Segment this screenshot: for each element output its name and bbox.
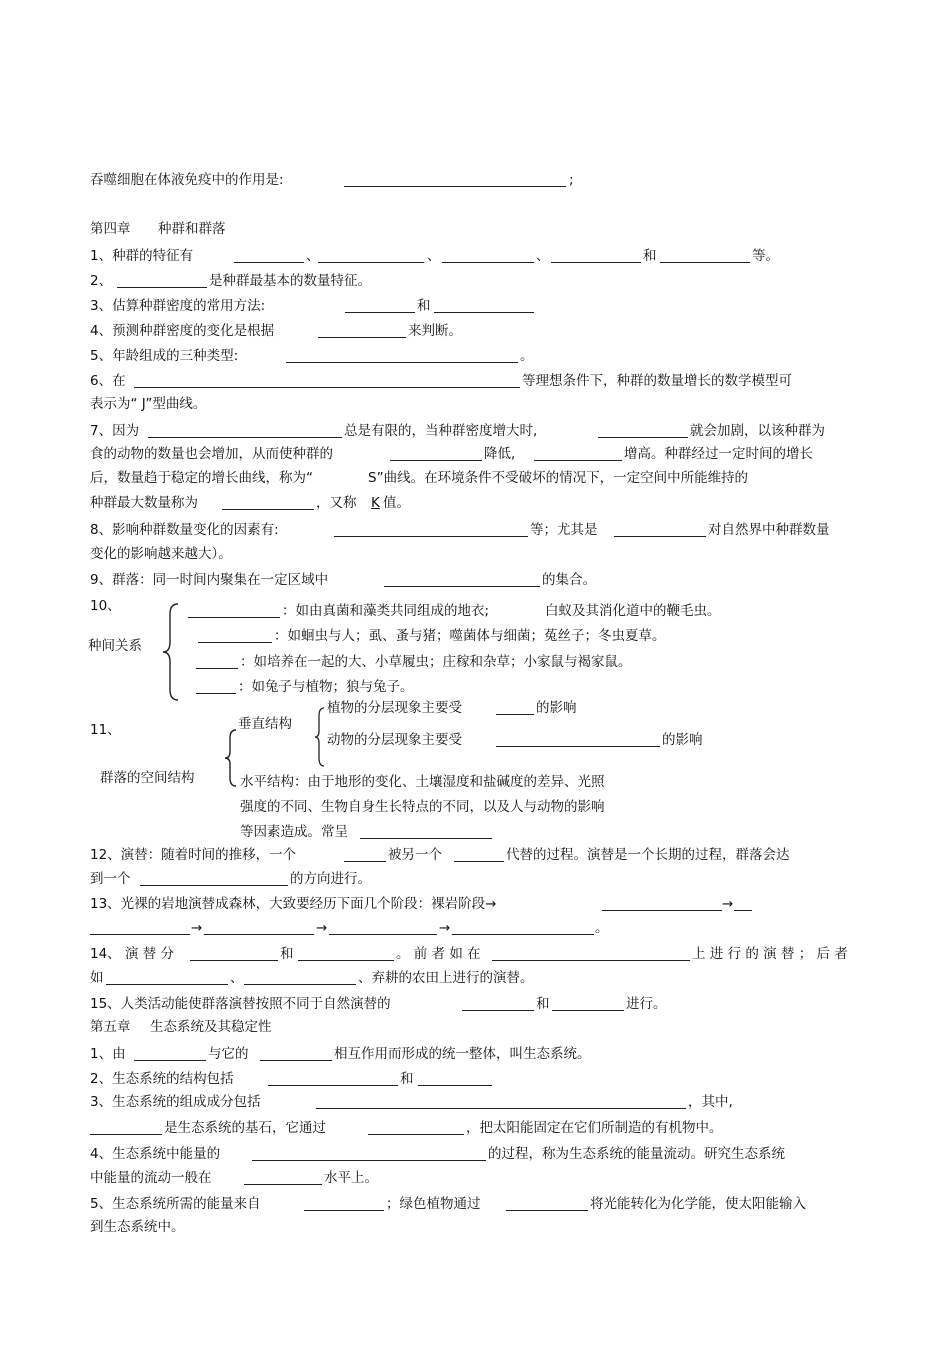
q-text: 白蚁及其消化道中的鞭毛虫。 <box>545 603 721 619</box>
answer-blank[interactable] <box>134 387 520 388</box>
answer-blank[interactable] <box>188 617 280 618</box>
answer-blank[interactable] <box>244 1184 322 1185</box>
answer-blank[interactable] <box>316 1108 686 1109</box>
q-text: 到生态系统中。 <box>90 1219 185 1235</box>
q-text: 水平结构：由于地形的变化、土壤湿度和盐碱度的差异、光照 <box>240 774 605 790</box>
answer-blank[interactable] <box>304 1210 384 1211</box>
q4-5-text: 5、年龄组成的三种类型: <box>90 348 239 364</box>
q5-1-text: 1、由 <box>90 1046 126 1062</box>
q-text: 变化的影响越来越大）。 <box>90 546 232 562</box>
answer-blank[interactable] <box>196 668 238 669</box>
brace-icon <box>313 706 327 768</box>
q-text: 值。 <box>383 495 410 511</box>
q-text: 上 进 行 的 演 替 ； 后 者 <box>692 946 848 962</box>
q-text: 等理想条件下，种群的数量增长的数学模型可 <box>522 373 792 389</box>
answer-blank[interactable] <box>318 262 424 263</box>
q-text: S”曲线。在环境条件不受破坏的情况下，一定空间中所能维持的 <box>368 470 749 486</box>
answer-blank[interactable] <box>90 1134 162 1135</box>
q-text: ，又称 <box>316 495 357 511</box>
punct: 。 <box>595 920 609 936</box>
q-text: ；绿色植物通过 <box>386 1196 481 1212</box>
chapter5-subtitle: 生态系统及其稳定性 <box>150 1019 272 1035</box>
answer-blank[interactable] <box>106 984 228 985</box>
q-text: 如 <box>90 970 104 986</box>
q-text: 是种群最基本的数量特征。 <box>209 273 371 289</box>
answer-blank[interactable] <box>298 960 394 961</box>
answer-blank[interactable] <box>496 746 660 747</box>
arrow-icon: → <box>191 920 203 936</box>
answer-blank[interactable] <box>244 984 356 985</box>
q-text: 是生态系统的基石，它通过 <box>164 1120 326 1136</box>
answer-blank[interactable] <box>384 586 540 587</box>
q-text: 降低, <box>484 446 516 462</box>
answer-blank[interactable] <box>434 312 534 313</box>
brace-icon <box>223 728 239 788</box>
q-text: 的影响 <box>662 732 703 748</box>
answer-blank[interactable] <box>252 1160 486 1161</box>
answer-blank[interactable] <box>598 437 688 438</box>
answer-blank[interactable] <box>345 312 415 313</box>
answer-blank[interactable] <box>602 910 722 911</box>
punct: 。 <box>520 348 534 364</box>
chapter4-title: 第四章 <box>90 221 131 237</box>
q-text: 被另一个 <box>388 847 442 863</box>
answer-blank[interactable] <box>329 934 437 935</box>
conj: 和 <box>417 298 431 314</box>
q-text: 后，数量趋于稳定的增长曲线，称为“ <box>90 470 313 486</box>
punct: 、 <box>306 248 320 264</box>
arrow-icon: → <box>722 896 734 912</box>
q4-7-text: 7、因为 <box>90 423 140 439</box>
answer-blank[interactable] <box>198 642 272 643</box>
conj: 和 <box>536 996 550 1012</box>
brace-icon <box>160 602 182 702</box>
answer-blank[interactable] <box>534 460 622 461</box>
q-text: 来判断。 <box>408 323 462 339</box>
arrow-icon: → <box>439 920 451 936</box>
q-text: ：如培养在一起的大、小草履虫；庄稼和杂草；小家鼠与褐家鼠。 <box>240 654 632 670</box>
answer-blank[interactable] <box>552 1010 624 1011</box>
answer-blank[interactable] <box>286 362 518 363</box>
answer-blank[interactable] <box>660 262 750 263</box>
q-text: 表示为“ J”型曲线。 <box>90 396 207 412</box>
q-text: 动物的分层现象主要受 <box>327 732 462 748</box>
answer-blank[interactable] <box>318 337 406 338</box>
q-text: 相互作用而形成的统一整体，叫生态系统。 <box>334 1046 591 1062</box>
answer-blank[interactable] <box>344 861 386 862</box>
immune-phagocyte-line: 吞噬细胞在体液免疫中的作用是: <box>90 172 284 188</box>
q-text: 就会加剧，以该种群为 <box>690 423 825 439</box>
answer-blank[interactable] <box>360 838 492 839</box>
answer-blank[interactable] <box>614 536 706 537</box>
q4-14-text: 14、 演 替 分 <box>90 946 175 962</box>
arrow-icon: → <box>316 920 328 936</box>
q-text: 的方向进行。 <box>290 871 371 887</box>
answer-blank[interactable] <box>551 262 641 263</box>
punct: ; <box>569 172 574 188</box>
answer-blank[interactable] <box>452 934 594 935</box>
q-text: ：如兔子与植物；狼与兔子。 <box>238 679 414 695</box>
answer-blank[interactable] <box>148 437 342 438</box>
q-text: 增高。种群经过一定时间的增长 <box>624 446 813 462</box>
community-structure-label: 群落的空间结构 <box>100 770 195 786</box>
q4-2-text: 2、 <box>90 273 113 289</box>
q-text: 。 前 者 如 在 <box>396 946 481 962</box>
interspecific-label: 种间关系 <box>88 638 142 654</box>
answer-blank[interactable] <box>117 287 207 288</box>
q4-4-text: 4、预测种群密度的变化是根据 <box>90 323 275 339</box>
punct: 、 <box>427 248 441 264</box>
answer-blank[interactable] <box>506 1210 588 1211</box>
answer-blank[interactable] <box>390 460 482 461</box>
q5-5-text: 5、生态系统所需的能量来自 <box>90 1196 261 1212</box>
answer-blank[interactable] <box>492 960 690 961</box>
q4-15-text: 15、人类活动能使群落演替按照不同于自然演替的 <box>90 996 391 1012</box>
q-text: ：如由真菌和藻类共同组成的地衣; <box>282 603 490 619</box>
answer-blank[interactable] <box>442 262 534 263</box>
answer-blank[interactable] <box>344 186 566 187</box>
q-text: 将光能转化为化学能，使太阳能输入 <box>590 1196 806 1212</box>
answer-blank[interactable] <box>234 262 304 263</box>
q-text: ，把太阳能固定在它们所制造的有机物中。 <box>466 1120 723 1136</box>
answer-blank[interactable] <box>134 1060 206 1061</box>
q4-11-number: 11、 <box>90 722 121 738</box>
q4-10-number: 10、 <box>90 598 121 614</box>
q4-8-text: 8、影响种群数量变化的因素有: <box>90 522 279 538</box>
q5-4-text: 4、生态系统中能量的 <box>90 1146 221 1162</box>
q4-13-text: 13、光裸的岩地演替成森林，大致要经历下面几个阶段：裸岩阶段→ <box>90 896 497 912</box>
q-text: 植物的分层现象主要受 <box>327 700 462 716</box>
answer-blank[interactable] <box>90 934 190 935</box>
q-text: 总是有限的，当种群密度增大时, <box>344 423 538 439</box>
q-text: 、弃耕的农田上进行的演替。 <box>358 970 534 986</box>
answer-blank[interactable] <box>496 714 534 715</box>
chapter5-title: 第五章 <box>90 1019 131 1035</box>
conj: 和 <box>643 248 657 264</box>
punct: 、 <box>536 248 550 264</box>
q-text: 中能量的流动一般在 <box>90 1170 212 1186</box>
answer-blank[interactable] <box>734 910 752 911</box>
q-text: 的集合。 <box>542 572 596 588</box>
q-text: 代替的过程。演替是一个长期的过程，群落会达 <box>506 847 790 863</box>
q4-12-text: 12、演替：随着时间的推移，一个 <box>90 847 297 863</box>
q-text: 种群最大数量称为 <box>90 495 198 511</box>
q-text: 强度的不同、生物自身生长特点的不同，以及人与动物的影响 <box>240 799 605 815</box>
q-text: 对自然界中种群数量 <box>708 522 830 538</box>
conj: 和 <box>400 1071 414 1087</box>
answer-blank[interactable] <box>334 536 528 537</box>
q-text: 的影响 <box>536 700 577 716</box>
q-text: 等；尤其是 <box>530 522 598 538</box>
q-text: ：如蛔虫与人；虱、蚤与猪；噬菌体与细菌；菟丝子；冬虫夏草。 <box>274 628 666 644</box>
q4-9-text: 9、群落：同一时间内聚集在一定区域中 <box>90 572 329 588</box>
answer-blank[interactable] <box>368 1134 464 1135</box>
answer-blank[interactable] <box>140 885 288 886</box>
answer-blank[interactable] <box>222 509 314 510</box>
k-symbol: K <box>371 495 380 511</box>
q-text: 的过程，称为生态系统的能量流动。研究生态系统 <box>488 1146 785 1162</box>
q-text: 等因素造成。常呈 <box>240 824 348 840</box>
answer-blank[interactable] <box>462 1010 534 1011</box>
q-text: 进行。 <box>626 996 667 1012</box>
q-text: 与它的 <box>208 1046 249 1062</box>
q4-3-text: 3、估算种群密度的常用方法: <box>90 298 266 314</box>
q4-6-text: 6、在 <box>90 373 126 389</box>
q5-3-text: 3、生态系统的组成成分包括 <box>90 1094 261 1110</box>
q-text: 等。 <box>752 248 779 264</box>
conj: 和 <box>280 946 294 962</box>
punct: 、 <box>230 970 244 986</box>
q5-2-text: 2、生态系统的结构包括 <box>90 1071 234 1087</box>
q-text: ，其中, <box>688 1094 733 1110</box>
q4-1-text: 1、种群的特征有 <box>90 248 194 264</box>
answer-blank[interactable] <box>454 861 504 862</box>
answer-blank[interactable] <box>268 1085 398 1086</box>
answer-blank[interactable] <box>418 1085 492 1086</box>
answer-blank[interactable] <box>196 693 236 694</box>
answer-blank[interactable] <box>190 960 278 961</box>
q-text: 到一个 <box>90 871 131 887</box>
vertical-structure-label: 垂直结构 <box>238 716 292 732</box>
q-text: 食的动物的数量也会增加，从而使种群的 <box>90 446 333 462</box>
chapter4-subtitle: 种群和群落 <box>158 221 226 237</box>
answer-blank[interactable] <box>260 1060 332 1061</box>
q-text: 水平上。 <box>324 1170 378 1186</box>
answer-blank[interactable] <box>204 934 314 935</box>
